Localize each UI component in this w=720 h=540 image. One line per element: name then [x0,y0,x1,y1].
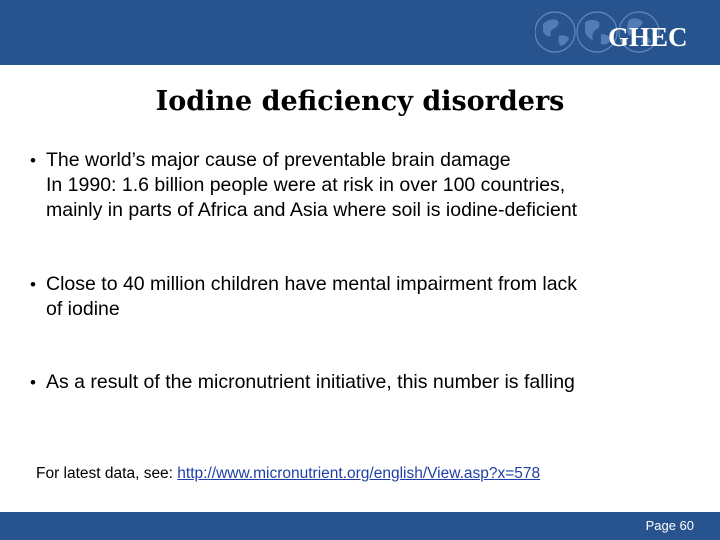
footer-bar [0,512,720,540]
bullet-item [30,370,710,395]
logo-text: GHEC [608,22,688,52]
bullet-text [46,370,710,395]
bullet-symbol: • [30,373,36,392]
bullet-text [46,148,710,223]
slide-title: Iodine deficiency disorders [155,86,565,117]
header-bar [0,0,720,65]
bullet-line: In 1990: 1.6 billion people were at risk in over 100 countries, [46,174,566,196]
bullet-line: of iodine [46,298,120,320]
bullet-symbol: • [30,151,36,170]
footnote [36,465,540,483]
data-source-link[interactable]: http://www.micronutrient.org/english/View.asp?x=578 [177,465,541,482]
bullet-item [30,148,710,223]
bullet-line: mainly in parts of Africa and Asia where soil is iodine-deficient [46,199,578,221]
footnote-prefix: For latest data, see: [36,465,178,482]
bullet-line: As a result of the micronutrient initiative, this number is falling [46,371,575,393]
bullet-item [30,272,710,322]
bullet-text [46,272,710,322]
bullet-line: Close to 40 million children have mental impairment from lack [46,273,578,295]
bullet-symbol: • [30,275,36,294]
bullet-line: The world’s major cause of preventable brain damage [46,149,511,171]
page-number: Page 60 [645,518,694,533]
